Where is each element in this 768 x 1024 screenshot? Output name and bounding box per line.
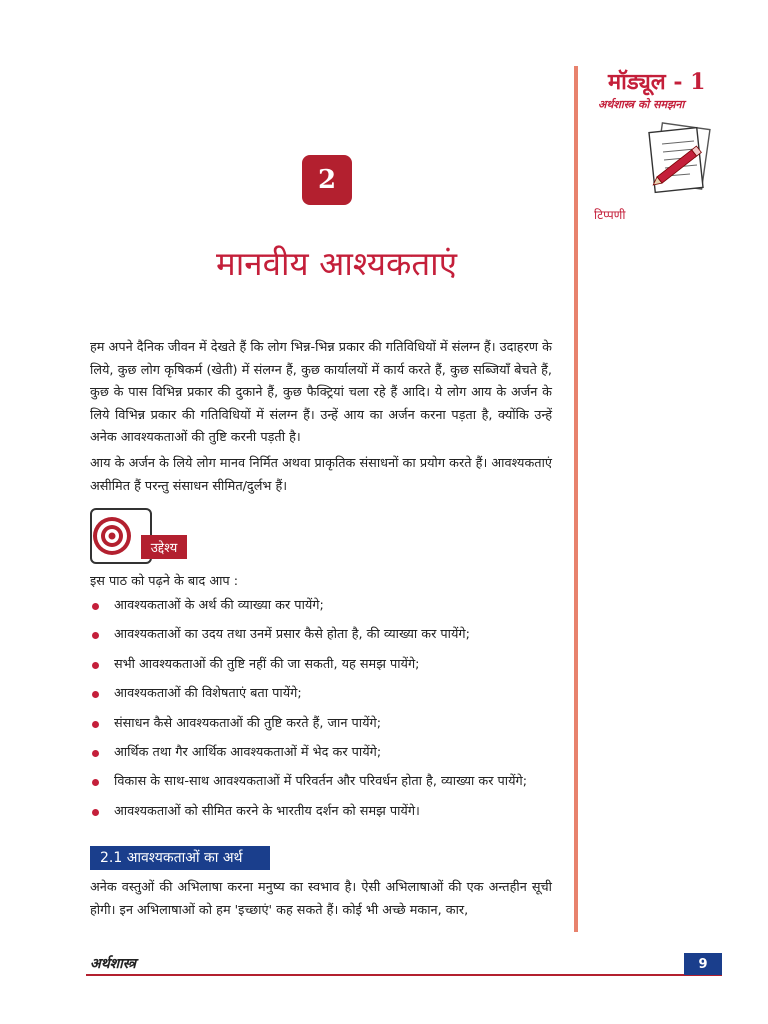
list-item-text: आवश्यकताओं की विशेषताएं बता पायेंगे; [114,686,302,702]
list-item-text: विकास के साथ-साथ आवश्यकताओं में परिवर्तन और परिवर्धन होता है, व्याख्या कर पायेंगे; [114,774,528,790]
objectives-label: उद्देश्य [141,535,187,559]
chapter-title: मानवीय आश्यकताएं [216,244,457,283]
list-item [90,743,560,772]
bullet-icon [92,603,99,610]
bullet-icon [92,721,99,728]
footer-rule [86,974,722,976]
list-item [90,625,560,654]
bullet-icon [92,632,99,639]
section-paragraph: अनेक वस्तुओं की अभिलाषा करना मनुष्य का स्वभाव है। ऐसी अभिलाषाओं की एक अन्तहीन सूची होगी। इन अभिलाषाओं को हम 'इच्छाएं' कह सकते हैं। कोई भी अच्छे मकान, कार, [90,880,552,918]
intro-paragraph-1: हम अपने दैनिक जीवन में देखते हैं कि लोग भिन्न-भिन्न प्रकार की गतिविधियों में संलग्न हैं। उदाहरण के लिये, कुछ लोग कृषिकर्म (खेती) में संलग्न हैं, कुछ कार्यालयों में कार्य करते हैं, कुछ सब्जियाँ बेचते हैं, कुछ के पास विभिन्न प्रकार की दुकाने हैं, कुछ फैक्ट्रियां चला रहे हैं आदि। ये लोग आय के अर्जन के लिये विभिन्न प्रकार की गतिविधियों में संलग्न हैं। उन्हें आय का अर्जन करना पड़ता है, क्योंकि उन्हें अनेक आवश्यकताओं की तुष्टि करनी पड़ती है। [90,340,552,446]
list-item-text: आवश्यकताओं का उदय तथा उनमें प्रसार कैसे होता है, की व्याख्या कर पायेंगे; [114,627,470,643]
list-item [90,802,560,831]
list-item-text: आर्थिक तथा गैर आर्थिक आवश्यकताओं में भेद कर पायेंगे; [114,744,382,760]
bullet-icon [92,750,99,757]
list-item [90,596,560,625]
list-item [90,772,560,801]
list-item-text: संसाधन कैसे आवश्यकताओं की तुष्टि करते हैं, जान पायेंगे; [114,715,382,731]
list-item [90,684,560,713]
objectives-list [90,596,560,831]
bullet-icon [92,662,99,669]
list-item [90,655,560,684]
bullet-icon [92,691,99,698]
list-item-text: आवश्यकताओं को सीमित करने के भारतीय दर्शन को समझ पायेंगे। [114,803,420,819]
list-item-text: सभी आवश्यकताओं की तुष्टि नहीं की जा सकती, यह समझ पायेंगे; [114,656,420,672]
module-subtitle: अर्थशास्त्र को समझना [598,98,685,111]
bullet-icon [92,779,99,786]
list-item [90,714,560,743]
footer-subject: अर्थशास्त्र [90,956,136,972]
note-pencil-icon [640,120,720,200]
chapter-number-badge: 2 [302,155,352,205]
module-title: मॉड्यूल - 1 [608,69,706,95]
intro-paragraph-2: आय के अर्जन के लिये लोग मानव निर्मित अथवा प्राकृतिक संसाधनों का प्रयोग करते हैं। आवश्यकताएं असीमित हैं परन्तु संसाधन सीमित/दुर्लभ हैं। [90,456,552,494]
section-heading: 2.1 आवश्यकताओं का अर्थ [90,846,270,870]
page-number: 9 [684,953,722,975]
objectives-intro: इस पाठ को पढ़ने के बाद आप : [90,574,239,589]
list-item-text: आवश्यकताओं के अर्थ की व्याख्या कर पायेंगे; [114,598,324,613]
margin-rule [574,66,578,932]
notes-label: टिप्पणी [594,208,626,222]
bullet-icon [92,809,99,816]
